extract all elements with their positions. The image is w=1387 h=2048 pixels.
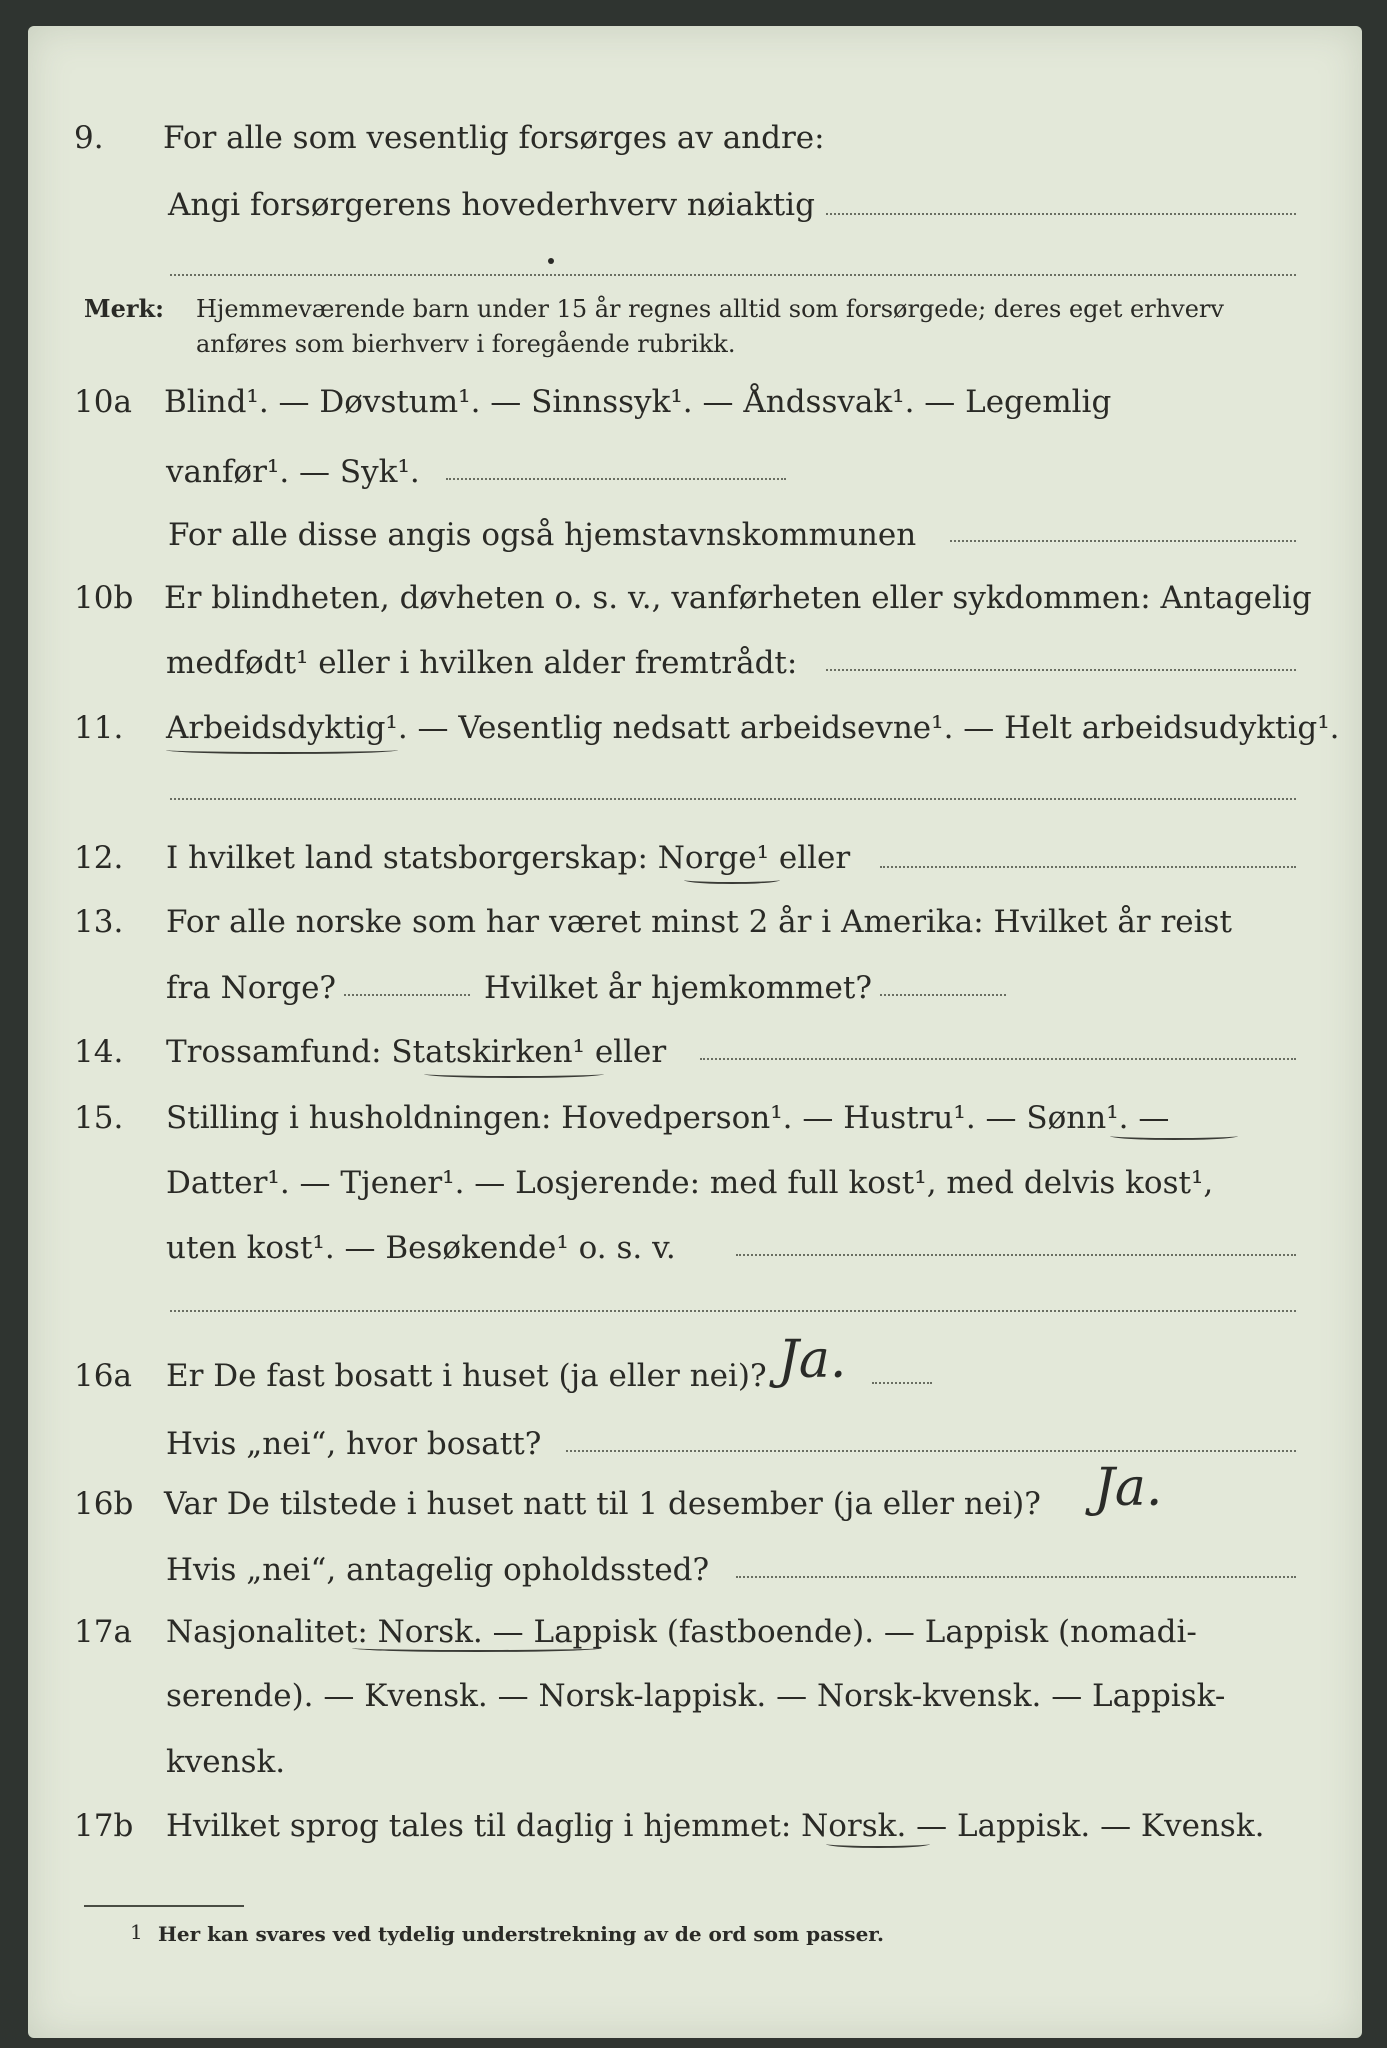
answer-line (880, 994, 1006, 996)
item-number: 17b (74, 1808, 134, 1844)
item-number: 11. (74, 710, 124, 746)
question-text: Hvilket år hjemkommet? (484, 970, 872, 1006)
item-number: 13. (74, 904, 124, 940)
footnote-text: Her kan svares ved tydelig understrekning av de ord som passer. (158, 1922, 884, 1946)
handwritten-underline (826, 1840, 930, 1848)
question-text: For alle norske som har været minst 2 år i Amerika: Hvilket år reist (166, 904, 1232, 940)
answer-line (826, 669, 1296, 671)
question-text: fra Norge? (166, 970, 337, 1006)
handwritten-underline (684, 876, 780, 884)
question-text: kvensk. (166, 1744, 286, 1780)
item-number: 17a (74, 1614, 132, 1650)
note-label: Merk: (84, 294, 164, 323)
item-number: 15. (74, 1100, 124, 1136)
item-number: 10a (74, 384, 132, 420)
footnote-rule (84, 1905, 244, 1907)
question-text: For alle som vesentlig forsørges av andre: (163, 120, 825, 156)
question-text: Var De tilstede i huset natt til 1 desember (ja eller nei)? (164, 1486, 1041, 1522)
question-text: I hvilket land statsborgerskap: Norge¹ eller (166, 840, 851, 876)
answer-line (446, 478, 786, 480)
answer-line (880, 866, 1296, 868)
handwritten-underline (424, 1070, 604, 1078)
answer-line (872, 1382, 932, 1384)
item-number: 9. (74, 120, 104, 156)
item-number: 16a (74, 1358, 132, 1394)
footnote-mark: 1 (130, 1920, 143, 1944)
item-number: 10b (74, 580, 134, 616)
item-number: 16b (74, 1486, 134, 1522)
answer-line (170, 798, 1296, 800)
handwritten-answer: Ja. (778, 1330, 847, 1390)
question-text: Er De fast bosatt i huset (ja eller nei)? (166, 1358, 767, 1394)
question-text: Hvilket sprog tales til daglig i hjemmet: Norsk. — Lappisk. — Kvensk. (166, 1808, 1265, 1844)
item-number: 12. (74, 840, 124, 876)
ink-dot (548, 258, 554, 264)
note-text: Hjemmeværende barn under 15 år regnes alltid som forsørgede; deres eget erhverv (196, 295, 1224, 323)
answer-line (736, 1576, 1296, 1578)
item-number: 14. (74, 1034, 124, 1070)
answer-line (344, 994, 470, 996)
question-text: Blind¹. — Døvstum¹. — Sinnssyk¹. — Åndssvak¹. — Legemlig (164, 384, 1112, 420)
answer-line (700, 1058, 1296, 1060)
question-text: medfødt¹ eller i hvilken alder fremtrådt: (166, 645, 798, 681)
question-text: uten kost¹. — Besøkende¹ o. s. v. (166, 1230, 676, 1266)
question-text: Hvis „nei“, antagelig opholdssted? (166, 1552, 710, 1588)
question-text: Angi forsørgerens hovederhverv nøiaktig (168, 187, 815, 223)
question-text: Arbeidsdyktig¹. — Vesentlig nedsatt arbeidsevne¹. — Helt arbeidsudyktig¹. (166, 710, 1340, 746)
answer-line (170, 1310, 1296, 1312)
answer-line (950, 540, 1296, 542)
question-text: Hvis „nei“, hvor bosatt? (166, 1426, 542, 1462)
answer-line (170, 274, 1296, 276)
question-text: Stilling i husholdningen: Hovedperson¹. — Hustru¹. — Sønn¹. — (166, 1100, 1170, 1136)
answer-line (566, 1450, 1296, 1452)
question-text: Datter¹. — Tjener¹. — Losjerende: med full kost¹, med delvis kost¹, (166, 1165, 1214, 1201)
handwritten-underline (166, 746, 398, 754)
question-text: serende). — Kvensk. — Norsk-lappisk. — Norsk-kvensk. — Lappisk- (166, 1678, 1226, 1714)
question-text: Er blindheten, døvheten o. s. v., vanførheten eller sykdommen: Antagelig (164, 580, 1312, 616)
note-text: anføres som bierhverv i foregående rubrikk. (196, 330, 736, 358)
question-text: Nasjonalitet: Norsk. — Lappisk (fastboende). — Lappisk (nomadi- (166, 1614, 1197, 1650)
handwritten-underline (352, 1644, 602, 1652)
answer-line (826, 213, 1296, 215)
handwritten-underline (1110, 1132, 1238, 1140)
question-text: Trossamfund: Statskirken¹ eller (166, 1034, 667, 1070)
handwritten-answer: Ja. (1094, 1458, 1163, 1518)
answer-line (736, 1254, 1296, 1256)
question-text: For alle disse angis også hjemstavnskommunen (168, 517, 917, 553)
question-text: vanfør¹. — Syk¹. (166, 454, 420, 490)
